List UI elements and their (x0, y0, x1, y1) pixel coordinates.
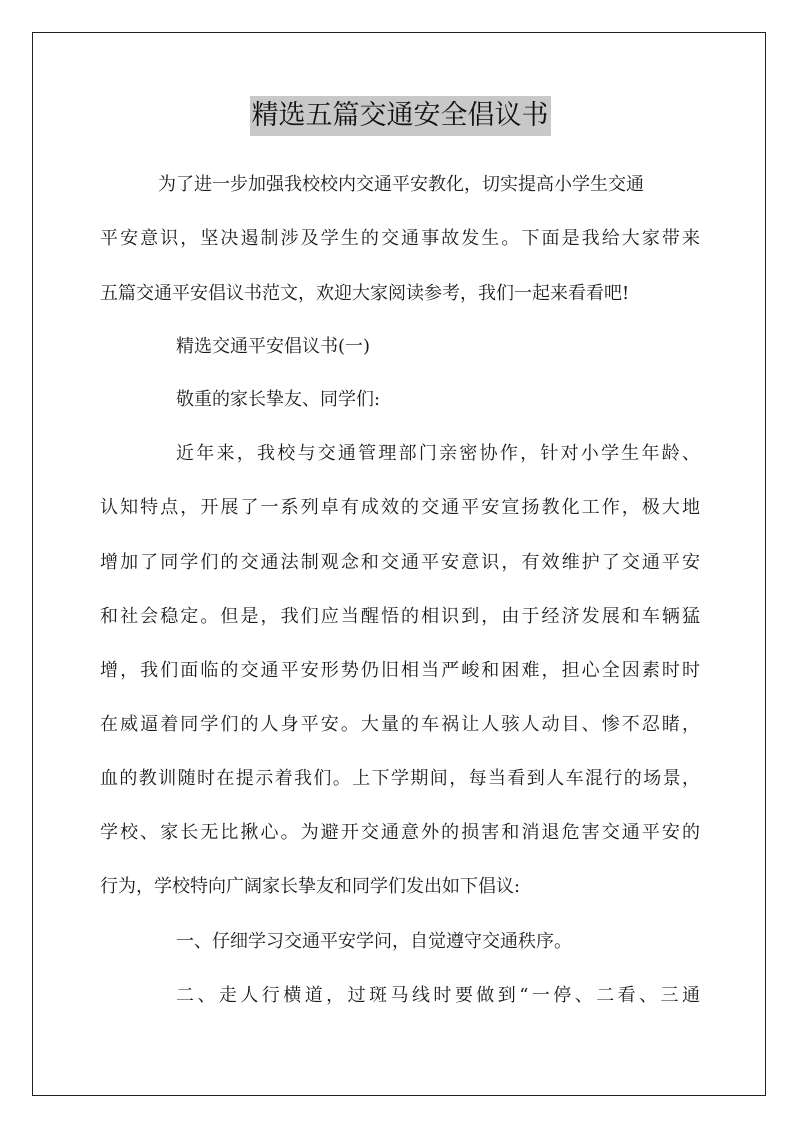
paragraph-line-3: 增加了同学们的交通法制观念和交通平安意识，有效维护了交通平安 (100, 552, 700, 573)
paragraph-line-8: 学校、家长无比揪心。为避开交通意外的损害和消退危害交通平安的 (100, 822, 700, 843)
paragraph-line-4: 和社会稳定。但是，我们应当醒悟的相识到，由于经济发展和车辆猛 (100, 606, 700, 627)
section-heading: 精选交通平安倡议书(一) (176, 336, 371, 357)
document-title (0, 96, 800, 136)
proposal-item-1: 一、仔细学习交通平安学问，自觉遵守交通秩序。 (176, 931, 572, 952)
paragraph-line-7: 血的教训随时在提示着我们。上下学期间，每当看到人车混行的场景， (100, 768, 700, 789)
paragraph-line-9: 行为，学校特向广阔家长挚友和同学们发出如下倡议: (100, 876, 521, 897)
intro-line-2: 平安意识，坚决遏制涉及学生的交通事故发生。下面是我给大家带来 (100, 228, 700, 249)
salutation: 敬重的家长挚友、同学们: (176, 389, 381, 410)
paragraph-line-2: 认知特点，开展了一系列卓有成效的交通平安宣扬教化工作，极大地 (100, 497, 700, 518)
paragraph-line-5: 增，我们面临的交通平安形势仍旧相当严峻和困难，担心全因素时时 (100, 660, 700, 681)
intro-line-3: 五篇交通平安倡议书范文，欢迎大家阅读参考，我们一起来看看吧! (100, 283, 630, 304)
paragraph-line-6: 在威逼着同学们的人身平安。大量的车祸让人骇人动目、惨不忍睹， (100, 714, 700, 735)
intro-line-1: 为了进一步加强我校校内交通平安教化，切实提高小学生交通 (158, 174, 644, 195)
proposal-item-2: 二、走人行横道，过斑马线时要做到“一停、二看、三通 (176, 985, 700, 1006)
document-title-text: 精选五篇交通安全倡议书 (250, 96, 551, 136)
paragraph-line-1: 近年来，我校与交通管理部门亲密协作，针对小学生年龄、 (176, 443, 700, 464)
